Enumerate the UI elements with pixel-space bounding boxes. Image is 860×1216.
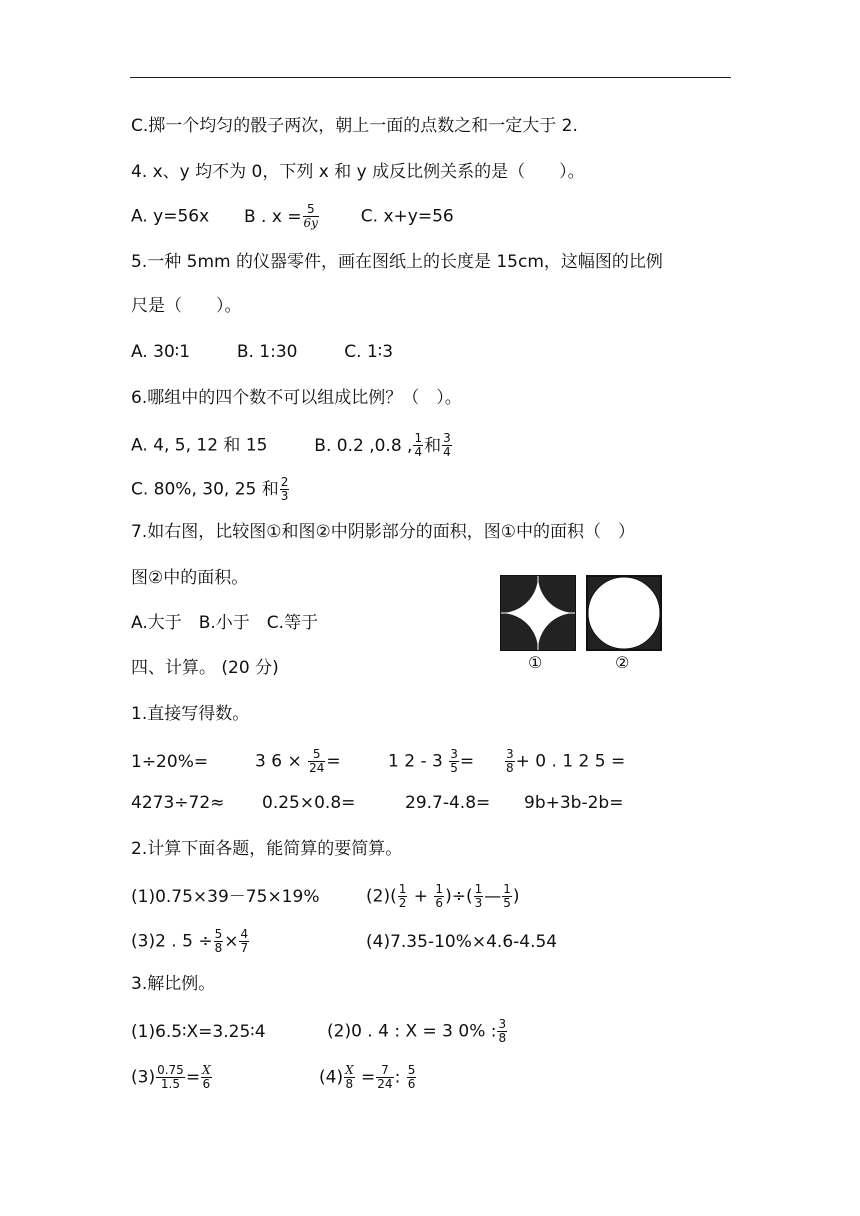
section-4-heading: 四、计算。 (20 分) [131,658,279,678]
q4-option-a: A. y=56x [131,206,210,227]
q7-stem-line2: 图②中的面积。 [131,568,249,588]
calc-item: 4273÷72≈ [131,793,225,813]
calc-item: (3) $\frac{0.75}{1.5}$ = $\frac{X}{6}$ [131,1063,211,1091]
calc-item: 1÷20%= [131,751,209,772]
calc-item: 3 6 × $\frac{5}{24}$ = [255,747,341,775]
calc-item: $\frac{3}{8}$ + 0 . 1 2 5 = [506,747,626,775]
q6-options-ab [131,432,453,459]
calc-item: 0.25×0.8= [262,793,356,813]
calc-item: (4) $\frac{X}{8}$ = $\frac{7}{24}$ : $\frac{5}{6}$ [319,1063,416,1091]
calc-1-heading: 1.直接写得数。 [131,704,250,724]
calc-item: 29.7-4.8= [405,793,491,813]
calc-item: 9b+3b-2b= [524,793,624,813]
q7-figure [500,575,665,675]
calc-item: (1)6.5∶X=3.25∶4 [131,1021,266,1042]
q5-options [131,341,393,363]
figure-1-pinwheel [501,576,575,650]
q5-stem-line2: 尺是（ ）。 [131,296,242,316]
q7-stem-line1: 7.如右图，比较图①和图②中阴影部分的面积，图①中的面积（ ） [131,522,635,542]
calc-1-row-2 [131,792,623,814]
q6-option-c: C. 80%, 30, 25 和 $\frac{2}{3}$ [131,475,289,503]
calc-item: (2)( $\frac{1}{2}$ + $\frac{1}{6}$ )÷( $\frac{1}{3}$ — $\frac{1}{5}$ ) [366,882,520,910]
q5-option-c: C. 1∶3 [344,342,394,362]
fraction-denominator: 6y [303,216,318,230]
calc-2-row-1 [131,883,520,910]
q5-option-b: B. 1:30 [236,342,298,362]
q4-option-b: B . x = $\frac{5}{6y}$ [243,202,318,230]
q6-option-a: A. 4, 5, 12 和 15 [131,435,268,456]
header-rule [130,77,731,78]
calc-item: 1 2 - 3 $\frac{3}{5}$ = [388,747,475,775]
figure-1-label: ① [528,653,543,672]
q7-options: A.大于 B.小于 C.等于 [131,613,319,633]
calc-item: (4)7.35-10%×4.6-4.54 [366,931,558,952]
calc-item: (3)2 . 5 ÷ $\frac{5}{8}$ × $\frac{4}{7}$ [131,927,249,955]
q6-stem: 6.哪组中的四个数不可以组成比例？（ ）。 [131,388,462,408]
q5-stem-line1: 5.一种 5mm 的仪器零件，画在图纸上的长度是 15cm，这幅图的比例 [131,252,663,272]
q4-options [131,203,454,230]
q4-option-c: C. x+y=56 [360,206,454,227]
calc-item: (1)0.75×39－75×19% [131,886,320,907]
fraction-numerator: 5 [303,203,319,217]
calc-item: (2)0 . 4 : X = 3 0% : $\frac{3}{8}$ [327,1017,507,1045]
calc-3-heading: 3.解比例。 [131,974,216,994]
calc-1-row-1 [131,748,625,775]
figure-2-label: ② [615,653,630,672]
area-comparison-diagram [500,575,665,653]
calc-3-row-2 [131,1064,417,1091]
q5-option-a: A. 30∶1 [131,342,191,362]
figure-2-circle-in-square [587,576,661,650]
q4-stem: 4. x、y 均不为 0，下列 x 和 y 成反比例关系的是（ ）。 [131,162,585,182]
calc-3-row-1 [131,1018,508,1045]
calc-2-heading: 2.计算下面各题，能简算的要简算。 [131,839,403,859]
calc-2-row-2 [131,928,557,955]
q6-option-b: B. 0.2 ,0.8 , $\frac{1}{4}$ 和 $\frac{3}{4}$ [314,431,451,459]
q3-option-c: C.掷一个均匀的骰子两次，朝上一面的点数之和一定大于 2. [131,116,578,136]
